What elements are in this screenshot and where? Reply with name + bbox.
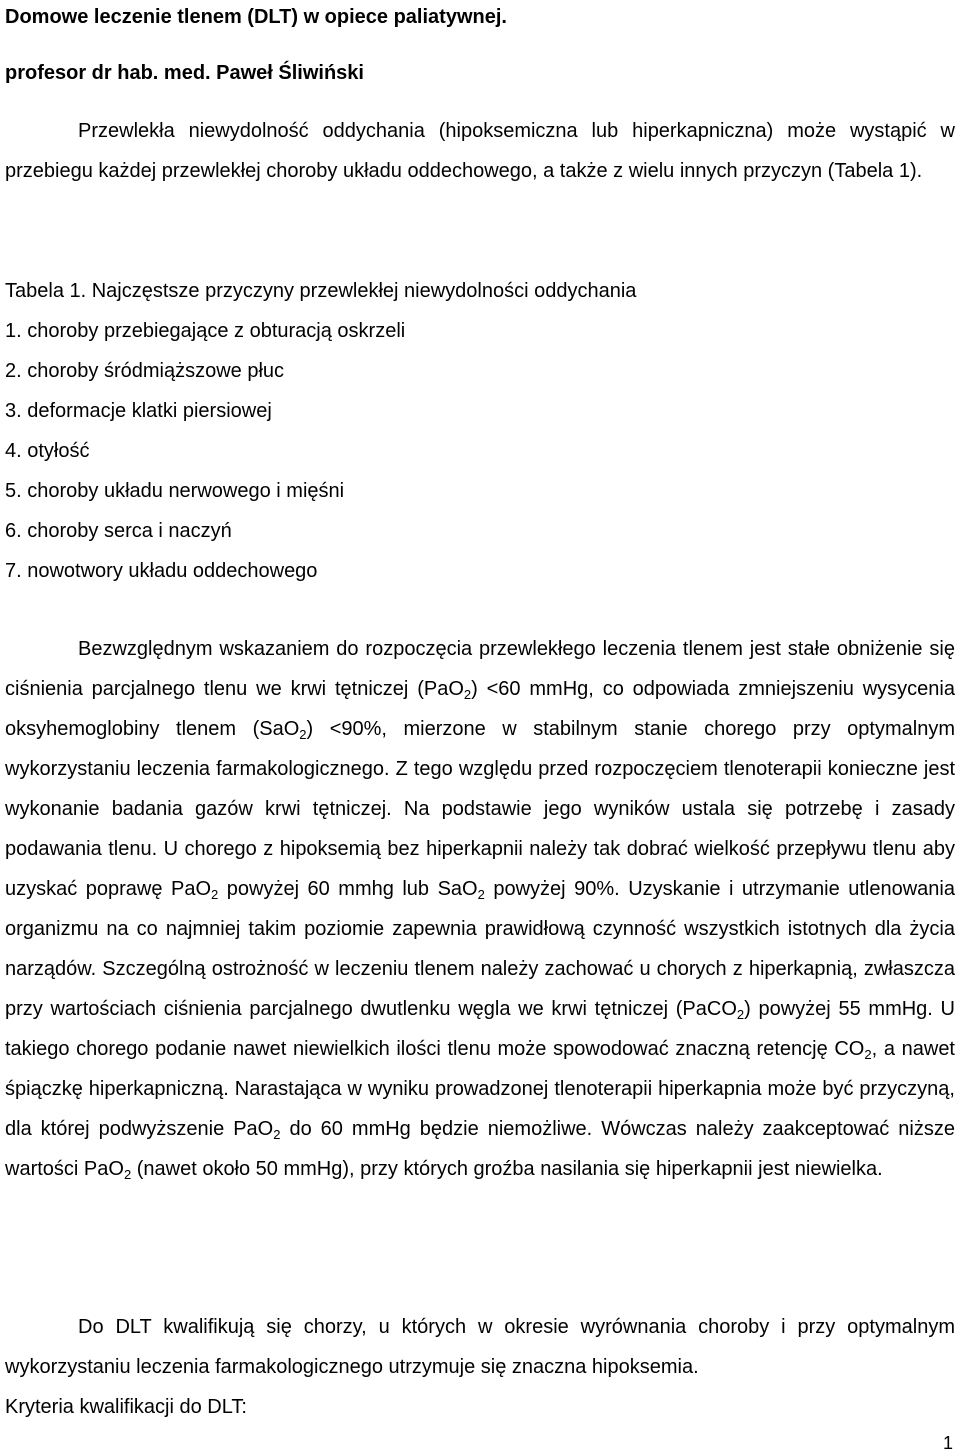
list-item: 3. deformacje klatki piersiowej [5, 400, 272, 422]
subscript: 2 [477, 887, 485, 902]
list-item: 7. nowotwory układu oddechowego [5, 560, 318, 582]
subscript: 2 [299, 727, 307, 742]
list-item: 1. choroby przebiegające z obturacją oskrzeli [5, 320, 406, 342]
main-text-5: powyżej 90%. Uzyskanie i utrzymanie utlenowania organizmu na co najmniej takim poziomie zapewnia prawidłową czynność wszystkich istotnych dla życia narządów. Szczególną ostrożność w leczeniu tlenem należy zachować u chorych z hiperkapnią, zwłaszcza przy wartościach ciśnienia parcjalnego dwutlenku węgla we krwi tętniczej (PaCO [5, 878, 955, 1020]
main-text-9: (nawet około 50 mmHg), przy których groźba nasilania się hiperkapnii jest niewielka. [131, 1158, 883, 1180]
dlt-paragraph [5, 1307, 955, 1387]
main-text-1: Bezwzględnym wskazaniem do rozpoczęcia przewlekłego leczenia tlenem jest stałe obniżenie się ciśnienia parcjalnego tlenu we krwi tętniczej (PaO [5, 638, 955, 700]
intro-paragraph [5, 111, 955, 191]
main-text-3: ) <90%, mierzone w stabilnym stanie chorego przy optymalnym wykorzystaniu leczenia farmakologicznego. Z tego względu przed rozpoczęciem tlenoterapii konieczne jest wykonanie badania gazów krwi tętniczej. Na podstawie jego wyników ustala się potrzebę i zasady podawania tlenu. U chorego z hipoksemią bez hiperkapnii należy tak dobrać wielkość przepływu tlenu aby uzyskać poprawę PaO [5, 718, 955, 900]
main-paragraph [5, 629, 955, 1189]
main-text-8: do 60 mmHg będzie niemożliwe. Wówczas należy zaakceptować niższe wartości PaO [5, 1118, 955, 1180]
subscript: 2 [736, 1007, 745, 1022]
list-item: 5. choroby układu nerwowego i mięśni [5, 480, 345, 502]
main-text-4: powyżej 60 mmhg lub SaO [218, 878, 478, 900]
main-text-7: , a nawet śpiączkę hiperkapniczną. Narastająca w wyniku prowadzonej tlenoterapii hiperkapnia może być przyczyną, dla której podwyższenie PaO [5, 1038, 955, 1140]
main-text-6: ) powyżej 55 mmHg. U takiego chorego podanie nawet niewielkich ilości tlenu może spowodować znaczną retencję CO [5, 998, 955, 1060]
dlt-text: Do DLT kwalifikują się chorzy, u których w okresie wyrównania choroby i przy optymalnym wykorzystaniu leczenia farmakologicznego utrzymuje się znaczna hipoksemia. [5, 1316, 955, 1378]
subscript: 2 [864, 1047, 872, 1062]
document-author: profesor dr hab. med. Paweł Śliwiński [5, 62, 364, 84]
intro-text: Przewlekła niewydolność oddychania (hipoksemiczna lub hiperkapniczna) może wystąpić w przebiegu każdej przewlekłej choroby układu oddechowego, a także z wielu innych przyczyn (Tabela 1). [5, 120, 955, 182]
subscript: 2 [273, 1127, 281, 1142]
table-caption: Tabela 1. Najczęstsze przyczyny przewlekłej niewydolności oddychania [5, 280, 637, 302]
subscript: 2 [211, 887, 219, 902]
page-number: 1 [942, 1433, 953, 1453]
list-item: 6. choroby serca i naczyń [5, 520, 232, 542]
causes-list [5, 311, 405, 591]
list-item: 4. otyłość [5, 440, 90, 462]
document-title: Domowe leczenie tlenem (DLT) w opiece paliatywnej. [5, 6, 507, 28]
main-text-2: ) <60 mmHg, co odpowiada zmniejszeniu wysycenia oksyhemoglobiny tlenem (SaO [5, 678, 955, 740]
subscript: 2 [123, 1167, 132, 1182]
subscript: 2 [463, 687, 472, 702]
list-item: 2. choroby śródmiąższowe płuc [5, 360, 285, 382]
criteria-heading: Kryteria kwalifikacji do DLT: [5, 1396, 247, 1418]
